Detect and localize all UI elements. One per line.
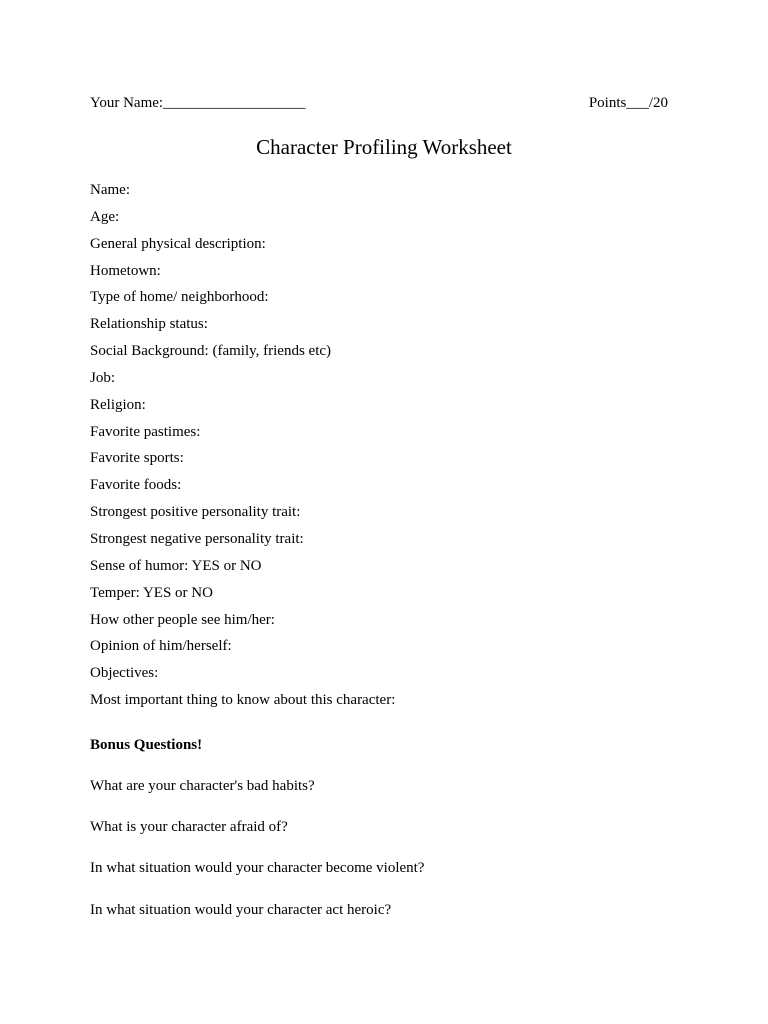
bonus-questions-heading: Bonus Questions! <box>90 737 203 753</box>
field-how-others-see: How other people see him/her: <box>90 611 275 628</box>
profile-fields-list <box>90 177 690 714</box>
your-name-field: Your Name:___________________ <box>90 95 306 111</box>
field-objectives: Objectives: <box>90 665 159 682</box>
bonus-question-violent: In what situation would your character become violent? <box>90 860 425 877</box>
field-age: Age: <box>90 208 120 225</box>
field-positive-trait: Strongest positive personality trait: <box>90 504 301 521</box>
field-home-neighborhood: Type of home/ neighborhood: <box>90 289 269 306</box>
field-temper: Temper: YES or NO <box>90 584 213 601</box>
field-most-important-thing: Most important thing to know about this character: <box>90 692 396 709</box>
field-negative-trait: Strongest negative personality trait: <box>90 530 304 547</box>
field-favorite-sports: Favorite sports: <box>90 450 184 467</box>
field-hometown: Hometown: <box>90 262 161 279</box>
field-job: Job: <box>90 369 116 386</box>
field-favorite-pastimes: Favorite pastimes: <box>90 423 201 440</box>
field-religion: Religion: <box>90 396 146 413</box>
field-social-background: Social Background: (family, friends etc) <box>90 343 332 360</box>
field-sense-of-humor: Sense of humor: YES or NO <box>90 557 262 574</box>
worksheet-header <box>90 92 668 114</box>
field-physical-description: General physical description: <box>90 235 266 252</box>
bonus-question-bad-habits: What are your character's bad habits? <box>90 778 315 794</box>
field-self-opinion: Opinion of him/herself: <box>90 638 232 655</box>
points-field: Points___/20 <box>588 95 668 111</box>
field-favorite-foods: Favorite foods: <box>90 477 182 494</box>
bonus-questions-list <box>90 775 690 940</box>
bonus-question-heroic: In what situation would your character act heroic? <box>90 901 392 918</box>
field-name: Name: <box>90 182 130 198</box>
page-title: Character Profiling Worksheet <box>256 135 512 159</box>
bonus-question-afraid-of: What is your character afraid of? <box>90 819 288 836</box>
field-relationship-status: Relationship status: <box>90 316 208 333</box>
